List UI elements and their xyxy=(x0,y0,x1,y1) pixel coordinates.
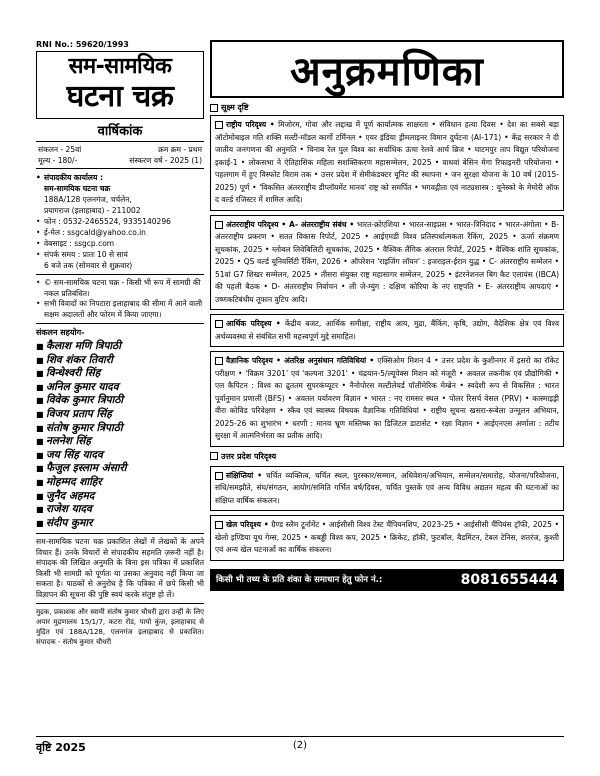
section-heading: उत्तर प्रदेश परिदृश्य xyxy=(221,451,277,461)
bullet-icon: ■ xyxy=(36,423,44,433)
office-line: 188A/128 एलनगंज, चर्चलेन, xyxy=(44,195,132,204)
section-text: भारत-क्रोएशिया • भारत-साइप्रस • भारत-त्रिनिदाद • भारत-अंगोला • B- अंतरराष्ट्रीय प्रकरण • सतत विकास रिपोर्ट, 2025 • आईएमडी विश्व प्रतिस्पर्धात्मकता रैंकिंग, 2025 • ऊर्जा संक्रमण सूचकांक, 2025 • ग्लोबल लिवेबिलिटी सूचकांक, 2025 • वैश्विक लैंगिक अंतराल रिपोर्ट, 2025 • वैश्विक शांति सूचकांक, 2025 • QS वर्ल्ड यूनिवर्सिटी रैंकिंग, 2026 • ऑपरेशन 'राइजिंग लॉयन' : इजराइल-ईरान युद्ध • C- अंतरराष्ट्रीय सम्मेलन • 51वां G7 शिखर सम्मेलन, 2025 • तीसरा संयुक्त राष्ट्र महासागर सम्मेलन, 2025 • इंटरनेशनल बिग कैट एलायंस (IBCA) की पहली बैठक • D- अंतरराष्ट्रीय निर्वाचन • ली जे-म्युंग : दक्षिण कोरिया के नए राष्ट्रपति • E- अंतरराष्ट्रीय आपदाएं • उष्णकटिबंधीय तूफान वुटिप आदि। xyxy=(215,219,559,304)
bullet-icon: ■ xyxy=(36,505,44,515)
bullet-icon: • xyxy=(36,299,41,308)
jurisdiction-note: सभी विवादों का निपटारा इलाहाबाद की सीमा में आने वाली सक्षम अदालतों और फोरम में किया जाएगा। xyxy=(44,299,203,319)
right-column xyxy=(210,40,564,591)
footer-magazine: वृष्टि 2025 xyxy=(36,741,86,754)
contributor-name: राजेश यादव xyxy=(46,503,92,516)
contributor-name: अनिल कुमार यादव xyxy=(46,380,119,393)
section-text: केंद्रीय बजट, आर्थिक समीक्षा, राष्ट्रीय आय, मुद्रा, बैंकिंग, कृषि, उद्योग, वैदेशिक क्षेत्र एवं विश्व अर्थव्यवस्था से संबंधित सभी महत्त्वपूर्ण मुद्दे समाहित। xyxy=(215,319,560,341)
bullet-icon: • xyxy=(36,217,41,226)
meta-sequence: क्रम क्रम - प्रथम xyxy=(158,145,202,154)
office-hours-2: 6 बजे तक (सोमवार से शुक्रवार) xyxy=(44,261,133,270)
section-label: खेल परिदृश्य • xyxy=(226,520,269,529)
bullet-icon: ■ xyxy=(36,518,44,528)
footer xyxy=(36,740,564,754)
bullet-icon: ■ xyxy=(36,342,44,351)
contributor-name: नलनेश सिंह xyxy=(46,435,91,448)
office-label: संपादकीय कार्यालय : xyxy=(44,173,103,182)
bullet-icon: ■ xyxy=(36,409,44,419)
masthead xyxy=(36,51,204,119)
page-title: अनुक्रमणिका xyxy=(290,48,484,95)
contributor-name: विजय प्रताप सिंह xyxy=(46,407,112,420)
section-box xyxy=(210,466,564,512)
contributor-name: संदीप कुमार xyxy=(46,516,93,529)
section-economic xyxy=(210,314,564,347)
meta-compilation: संकलन - 25वां xyxy=(38,145,82,154)
contributor-name: जुनैद अहमद xyxy=(46,489,95,502)
checkbox-icon xyxy=(215,521,223,529)
publisher-note: मुद्रक, प्रकाशक और स्वामी संतोष कुमार चौधरी द्वारा उन्हीं के लिए अपार मुद्रणालय 15/1/7, कटरा रोड, पायो कुंज, इलाहाबाद से मुद्रित एवं 188A/128, एलनगंज इलाहाबाद से प्रकाशित। संपादक - संतोष कुमार चौधरी xyxy=(36,608,204,647)
contributor-name: कैलाश मणि त्रिपाठी xyxy=(46,340,121,352)
bullet-icon: ■ xyxy=(36,396,44,406)
section-label: संक्षिप्तियां • xyxy=(226,470,263,480)
bullet-icon: • xyxy=(36,250,41,259)
bullet-icon: ■ xyxy=(36,382,44,392)
bullet-icon: ■ xyxy=(36,437,44,447)
helpline-text: किसी भी तथ्य के प्रति शंका के समाधान हेतु फोन नं.: xyxy=(216,575,383,585)
footer-divider xyxy=(36,736,564,737)
checkbox-icon xyxy=(215,121,223,129)
disclaimer: सम-सामयिक घटना चक्र प्रकाशित लेखों में लेखकों के अपने विचार हैं। उनके विचारों से संपादकीय सहमति ज़रूरी नहीं है। संपादक की लिखित अनुमति के बिना इस पत्रिका में प्रकाशित किसी भी सामग्री को पूर्णतः या उसका अनुवाद नहीं किया जा सकता है। पाठकों से अनुरोध है कि पत्रिका में छपे किसी भी विज्ञापन की सूचना की पुष्टि स्वयं करके संतुष्ट हो लें। xyxy=(36,534,204,604)
section-text: ग्रैण्ड स्लैम टूर्नामेंट • आईसीसी विश्व टेस्ट चैंपियनशिप, 2023-25 • आईसीसी चैंपियंस ट्रॉफी, 2025 • खेलो इण्डिया यूथ गेम्स, 2025 • कबड्डी विश्व कप, 2025 • क्रिकेट, हॉकी, फुटबॉल, बैडमिंटन, टेबल टेनिस, शतरंज, कुश्ती एवं अन्य खेल घटनाओं का वार्षिक संकलन। xyxy=(215,520,560,554)
section-international xyxy=(210,215,564,311)
helpline-banner xyxy=(210,569,564,591)
bullet-icon: ■ xyxy=(36,369,44,379)
rni-number: RNI No.: 59620/1993 xyxy=(36,40,129,49)
section-label: अंतरराष्ट्रीय परिदृश्य • A- अंतरराष्ट्रीय संबंध • xyxy=(226,219,355,229)
checkbox-icon xyxy=(210,104,218,112)
office-email[interactable]: ई-मेल : ssgcald@yahoo.co.in xyxy=(44,228,146,237)
section-science xyxy=(210,351,564,447)
section-sports xyxy=(210,515,564,561)
checkbox-icon xyxy=(215,320,223,328)
checkbox-icon xyxy=(215,472,223,480)
bullet-icon: ■ xyxy=(36,477,44,487)
section-box xyxy=(210,314,564,347)
left-column xyxy=(36,40,204,650)
bullet-icon: ■ xyxy=(36,464,44,474)
section-national xyxy=(210,102,564,211)
section-box xyxy=(210,515,564,561)
meta-edition-year: संस्करण वर्ष - 2025 (1) xyxy=(129,156,202,165)
bullet-icon: • xyxy=(36,228,41,237)
copyright-note: © सम-सामयिक घटना चक्र - किसी भी रूप में सामग्री की नकल प्रतिबंधित। xyxy=(44,278,201,298)
contributors xyxy=(36,324,204,534)
bullet-icon: • xyxy=(36,239,41,248)
office-hours: संपर्क समय : प्रातः 10 से सायं xyxy=(44,250,128,259)
bullet-icon: • xyxy=(36,278,41,287)
section-heading: सूक्ष्म दृष्टि xyxy=(221,103,249,112)
legal-notes xyxy=(36,275,204,324)
contributor-name: विवेक कुमार त्रिपाठी xyxy=(46,394,124,407)
bullet-icon: ■ xyxy=(36,355,44,365)
section-box xyxy=(210,215,564,311)
bullet-icon: • xyxy=(36,173,41,182)
checkbox-icon xyxy=(215,221,223,229)
edition-label: वार्षिकांक xyxy=(36,119,204,142)
section-label: आर्थिक परिदृश्य • xyxy=(226,319,281,328)
section-box xyxy=(210,115,564,211)
office-line: प्रयागराज (इलाहाबाद) - 211002 xyxy=(44,206,141,215)
contributor-name: विन्धेश्वरी सिंह xyxy=(46,367,101,380)
contributor-name: जय सिंह यादव xyxy=(46,448,103,461)
section-abbreviations xyxy=(210,466,564,512)
section-text: मिजोरम, गोवा और लद्दाख में पूर्ण कार्यात्मक साक्षरता • संविधान हत्या दिवस • देश का सबसे बड़ा ऑटोमोबाइल गति शक्ति मल्टी-मॉडल कार्गो टर्मिनल • एयर इंडिया ड्रीमलाइनर विमान दुर्घटना (AI-171) • केंद्र सरकार ने दी जातीय जनगणना की अनुमति • चिनाब रेल पुल विश्व का सर्वाधिक ऊंचा रेलवे आर्च ब्रिज • घाटमपुर ताप विद्युत परियोजना इकाई-1 • लोकसभा ने ऐतिहासिक महिला सशक्तिकरण महासम्मेलन, 2025 • वाधवां बेसिन मेगा रिफाइनरी परियोजना • पहलगाम में हुए विस्फोट विराम तक • उत्तर प्रदेश में सेमीकंडक्टर यूनिट की स्थापना • जन सुरक्षा योजना के 10 वर्ष (2015-2025) पूर्ण • 'विकसित अंतरराष्ट्रीय डीप्लॉयमेंट मानव' राष्ट्र को समर्पित • भगवद्गीता एवं नाट्यशास्त्र : यूनेस्को के मेमोरी ऑफ द वर्ल्ड रजिस्टर में शामिल आदि। xyxy=(215,120,559,204)
masthead-line2: घटना चक्र xyxy=(66,79,174,114)
contributor-name: फैजुल इस्लाम अंसारी xyxy=(46,462,127,475)
checkbox-icon xyxy=(210,452,218,460)
office-line: सम-सामयिक घटना चक्र xyxy=(44,184,111,193)
section-text: चर्चित व्यक्तित्व, चर्चित स्थल, पुरस्कार/सम्मान, अधिवेशन/अभियान, सम्मेलन/समारोह, योजना/परियोजना, संधि/समझौते, संघ/संगठन, आयोग/समिति गर्भित वर्ष/दिवस, चर्चित पुस्तकें एवं अन्य विविध अद्यतन महत्व की घटनाओं का संक्षिप्त वार्षिक संकलन। xyxy=(215,470,559,505)
section-text: एक्सिओम मिशन 4 • उत्तर प्रदेश के कुशीनगर में इसरो का रॉकेट परीक्षण • 'विक्रम 3201' एवं 'कल्पना 3201' • चंद्रयान-5/ल्यूपेक्स मिशन को मंजूरी • अवतल तकनीक एवं प्रौद्योगिकी • एल कैपिटन : विश्व का द्रुततम सुपरकंप्यूटर • नैनोपोरस मल्टीलेयर्ड पॉलीमेरिक मेम्ब्रेन • स्वदेशी रूप से विकसित : भारत पूर्वानुमान प्रणाली (BFS) • अवतल पर्यावरण विज्ञान • भारत : नए रामसर स्थल • पोलर रिसर्च वेसल (PRV) • कास्माइड्री वीरा कोविड परिवेक्षण • स्कैब एवं स्वास्थ्य विषयक वैज्ञानिक गतिविधियां • राष्ट्रीय सूचना खसरा-रूबेला उन्मूलन अभियान, 2025-26 का शुभारंभ • धरणी : मानव भ्रूण मस्तिष्क का डिजिटल डाटासेट • रक्षा विज्ञान • आईएनएस अर्णाला : तटीय सुरक्षा में आत्मनिर्भरता का प्रतीक आदि। xyxy=(215,356,559,440)
section-label: वैज्ञानिक परिदृश्य • अंतरिक्ष अनुसंधान गतिविधियां • xyxy=(226,356,375,365)
bullet-icon: ■ xyxy=(36,491,44,501)
office-website[interactable]: वेबसाइट : ssgcp.com xyxy=(44,239,115,248)
editorial-office xyxy=(36,169,204,275)
issue-meta xyxy=(36,142,204,169)
page-number: (2) xyxy=(292,740,308,751)
bullet-icon: ■ xyxy=(36,450,44,460)
meta-price: मूल्य - 180/- xyxy=(38,156,78,165)
section-label: राष्ट्रीय परिदृश्य • xyxy=(226,120,275,129)
contributors-title: संकलन सहयोग- xyxy=(36,328,85,337)
contributor-name: मोहम्मद शाहिर xyxy=(46,475,102,488)
contributor-name: संतोष कुमार त्रिपाठी xyxy=(46,421,123,434)
checkbox-icon xyxy=(215,357,223,365)
contributor-name: शिव शंकर तिवारी xyxy=(46,353,113,366)
section-box xyxy=(210,351,564,447)
section-up xyxy=(210,451,564,462)
masthead-line1: सम-सामयिक xyxy=(68,54,172,79)
title-box xyxy=(210,40,564,98)
office-phone: फोन : 0532-2465524, 9335140296 xyxy=(44,217,171,226)
helpline-number[interactable]: 8081655444 xyxy=(460,571,558,588)
